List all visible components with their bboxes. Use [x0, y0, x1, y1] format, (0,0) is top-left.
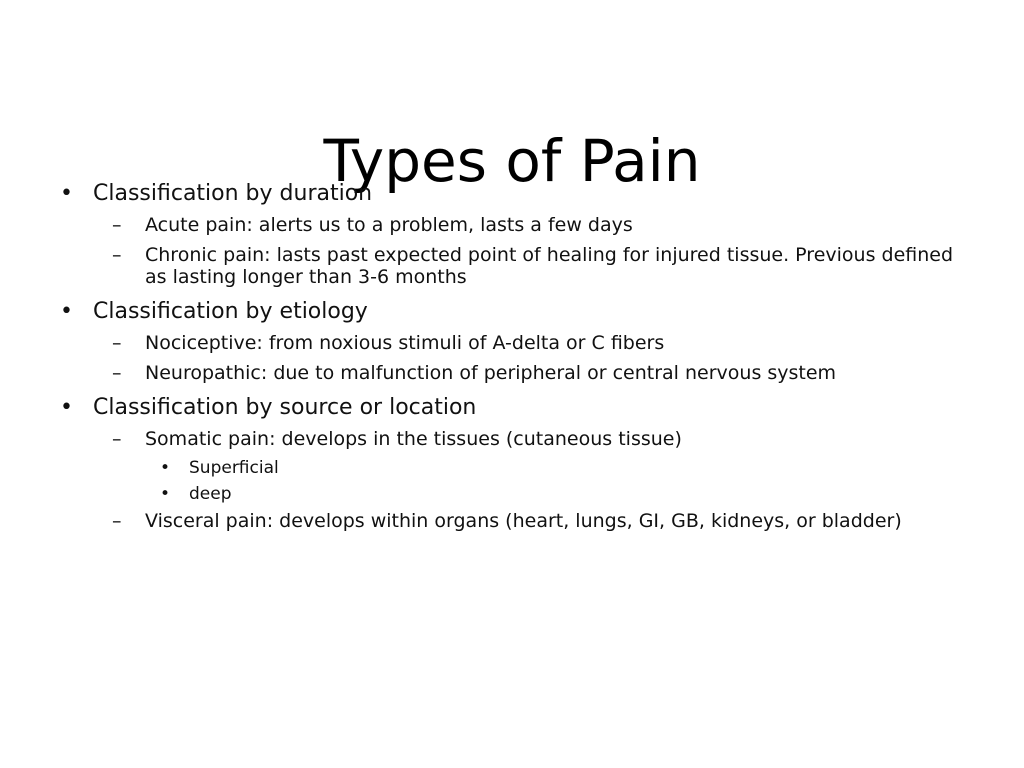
nested-list-item [160, 458, 960, 478]
list-item [112, 332, 960, 354]
bullet-icon: • [60, 395, 73, 420]
bullet-icon: • [160, 484, 171, 504]
bullet-icon: • [60, 299, 73, 324]
subitem-list [60, 214, 960, 288]
nested-list-item [160, 484, 960, 504]
list-item-text: Visceral pain: develops within organs (heart, lungs, GI, GB, kidneys, or bladder) [145, 510, 902, 532]
dash-icon: – [112, 332, 122, 354]
list-item [112, 214, 960, 236]
subitem-list [60, 332, 960, 384]
dash-icon: – [112, 214, 122, 236]
slide-title: Types of Pain [323, 127, 701, 195]
dash-icon: – [112, 244, 122, 266]
section-etiology [60, 296, 960, 328]
section-heading: Classification by duration [93, 181, 373, 206]
list-item-text: Somatic pain: develops in the tissues (cutaneous tissue) [145, 428, 682, 450]
dash-icon: – [112, 510, 122, 532]
dash-icon: – [112, 428, 122, 450]
subitem-list [60, 428, 960, 532]
dash-icon: – [112, 362, 122, 384]
list-item [112, 510, 960, 532]
nested-list-item-text: Superficial [189, 458, 279, 478]
section-heading: Classification by etiology [93, 299, 368, 324]
list-item-text: Acute pain: alerts us to a problem, lasts a few days [145, 214, 633, 236]
bullet-icon: • [60, 181, 73, 206]
bullet-icon: • [160, 458, 171, 478]
nested-list-item-text: deep [189, 484, 232, 504]
list-item-text: Chronic pain: lasts past expected point of healing for injured tissue. Previous defined as lasting longer than 3-6 months [145, 244, 954, 288]
section-duration [60, 178, 960, 210]
list-item [112, 428, 960, 450]
list-item-text: Neuropathic: due to malfunction of peripheral or central nervous system [145, 362, 837, 384]
bullet-content [60, 178, 960, 540]
section-source-location [60, 392, 960, 424]
section-heading: Classification by source or location [93, 395, 477, 420]
list-item-text: Nociceptive: from noxious stimuli of A-delta or C fibers [145, 332, 665, 354]
list-item [112, 362, 960, 384]
list-item [112, 244, 960, 288]
nested-subitem-list [60, 458, 960, 504]
